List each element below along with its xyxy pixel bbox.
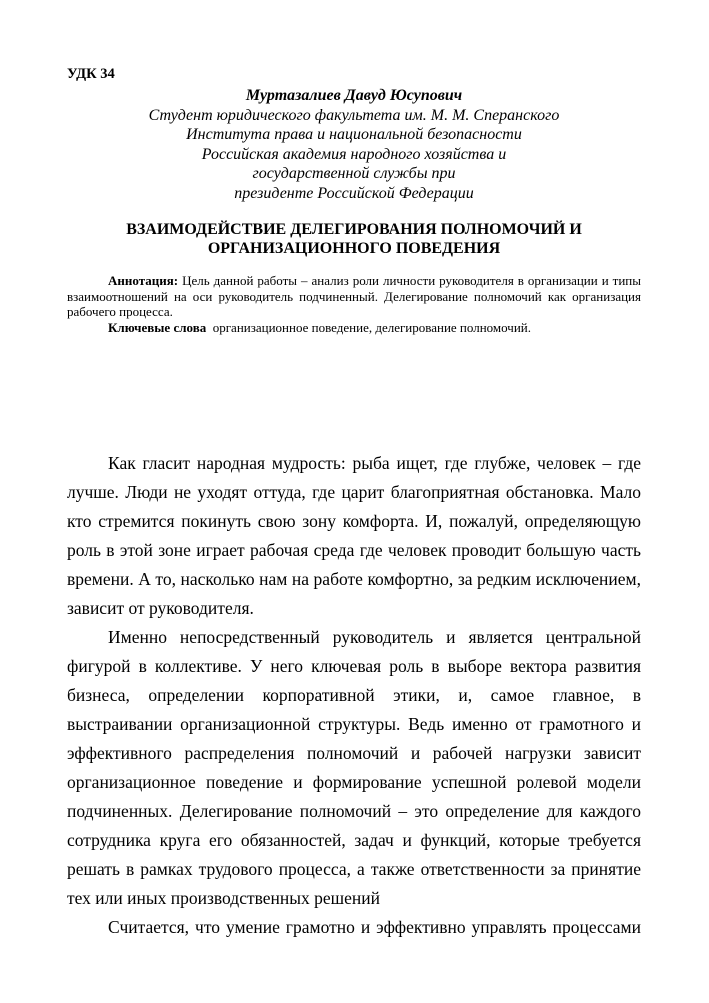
- abstract-label: Аннотация:: [108, 273, 179, 288]
- title-line: ОРГАНИЗАЦИОННОГО ПОВЕДЕНИЯ: [207, 240, 501, 257]
- affiliation-line: Студент юридического факультета им. М. М. Сперанского: [148, 106, 560, 124]
- author-name: Муртазалиев Давуд Юсупович: [245, 87, 463, 104]
- keywords-paragraph: [67, 320, 641, 336]
- affiliation-line: президенте Российской Федерации: [234, 184, 474, 202]
- udk-code: УДК 34: [67, 66, 115, 82]
- body-paragraph: Как гласит народная мудрость: рыба ищет, где глубже, человек – где лучше. Люди не уходят оттуда, где царит благоприятная обстановка. Мало кто стремится покинуть свою зону комфорта. И, пожалуй, определяющую роль в этой зоне играет рабочая среда где человек проводит большую часть времени. А то, насколько нам на работе комфортно, за редким исключением, зависит от руководителя.: [67, 453, 641, 618]
- abstract-paragraph: [67, 273, 641, 320]
- title-line: ВЗАИМОДЕЙСТВИЕ ДЕЛЕГИРОВАНИЯ ПОЛНОМОЧИЙ И: [126, 221, 582, 238]
- affiliation-line: Института права и национальной безопасности: [186, 126, 522, 143]
- author-block: [67, 86, 641, 203]
- abstract-text: Цель данной работы – анализ роли личности руководителя в организации и типы взаимоотношений на оси руководитель подчиненный. Делегирование полномочий как организация рабочего процесса.: [67, 273, 641, 319]
- body-text: [67, 449, 641, 942]
- abstract-block: [67, 273, 641, 335]
- body-paragraph: Именно непосредственный руководитель и является центральной фигурой в коллективе. У него ключевая роль в выборе вектора развития бизнеса, определении корпоративной этики, и, самое главное, в выстраивании организационной структуры. Ведь именно от грамотного и эффективного распределения полномочий и рабочей нагрузки зависит организационное поведение и формирование успешной ролевой модели подчиненных. Делегирование полномочий – это определение для каждого сотрудника круга его обязанностей, задач и функций, которые требуется решать в рамках трудового процесса, а также ответственности за принятие тех или иных производственных решений: [67, 627, 641, 908]
- keywords-text: организационное поведение, делегирование полномочий.: [206, 319, 532, 335]
- affiliation-line: государственной службы при: [252, 165, 456, 182]
- affiliation-line: Российская академия народного хозяйства и: [201, 145, 507, 163]
- body-paragraph: Считается, что умение грамотно и эффективно управлять процессами: [108, 917, 641, 937]
- paper-title: [67, 220, 641, 258]
- keywords-label: Ключевые слова: [108, 319, 207, 335]
